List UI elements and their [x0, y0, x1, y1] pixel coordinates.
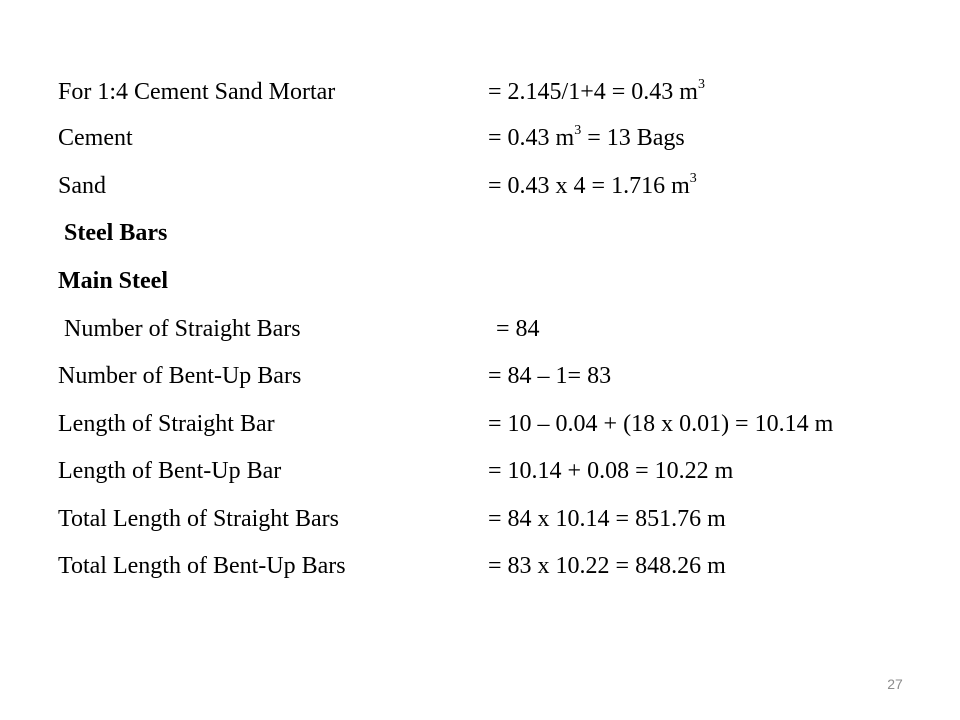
section-heading-steel-bars	[0, 213, 960, 253]
calc-row-straight-bars-count	[0, 309, 960, 349]
row-value: = 10.14 + 0.08 = 10.22 m	[488, 458, 734, 484]
row-label: Cement	[58, 125, 133, 151]
row-value: = 83 x 10.22 = 848.26 m	[488, 553, 726, 579]
row-value	[488, 166, 697, 206]
calc-row-mortar	[0, 72, 960, 112]
row-value	[488, 72, 705, 112]
row-label: Sand	[58, 173, 106, 199]
superscript: 3	[689, 171, 697, 186]
calc-row-total-bentup-length	[0, 546, 960, 586]
row-value	[488, 118, 685, 158]
section-heading: Main Steel	[58, 268, 168, 294]
row-value: = 10 – 0.04 + (18 x 0.01) = 10.14 m	[488, 411, 834, 437]
superscript: 3	[697, 77, 705, 92]
value-text-after: = 13 Bags	[581, 125, 685, 151]
row-value: = 84 x 10.14 = 851.76 m	[488, 506, 726, 532]
value-text: = 0.43 x 4 = 1.716 m	[488, 173, 690, 199]
section-heading-main-steel	[0, 261, 960, 301]
page-number: 27	[887, 676, 903, 692]
calc-row-total-straight-length	[0, 499, 960, 539]
row-label: Total Length of Bent-Up Bars	[58, 553, 346, 579]
row-value: = 84	[496, 316, 540, 342]
value-text: = 2.145/1+4 = 0.43 m	[488, 79, 698, 105]
calc-row-sand	[0, 166, 960, 206]
section-heading: Steel Bars	[64, 220, 168, 246]
row-label: Number of Bent-Up Bars	[58, 363, 302, 389]
row-label: Number of Straight Bars	[64, 316, 301, 342]
row-label: Length of Bent-Up Bar	[58, 458, 282, 484]
row-label: Total Length of Straight Bars	[58, 506, 339, 532]
calc-row-cement	[0, 118, 960, 158]
row-value: = 84 – 1= 83	[488, 363, 612, 389]
calc-row-bentup-bars-count	[0, 356, 960, 396]
row-label: For 1:4 Cement Sand Mortar	[58, 79, 336, 105]
row-label: Length of Straight Bar	[58, 411, 275, 437]
calc-row-straight-bar-length	[0, 404, 960, 444]
calc-row-bentup-bar-length	[0, 451, 960, 491]
superscript: 3	[574, 123, 582, 138]
value-text: = 0.43 m	[488, 125, 575, 151]
